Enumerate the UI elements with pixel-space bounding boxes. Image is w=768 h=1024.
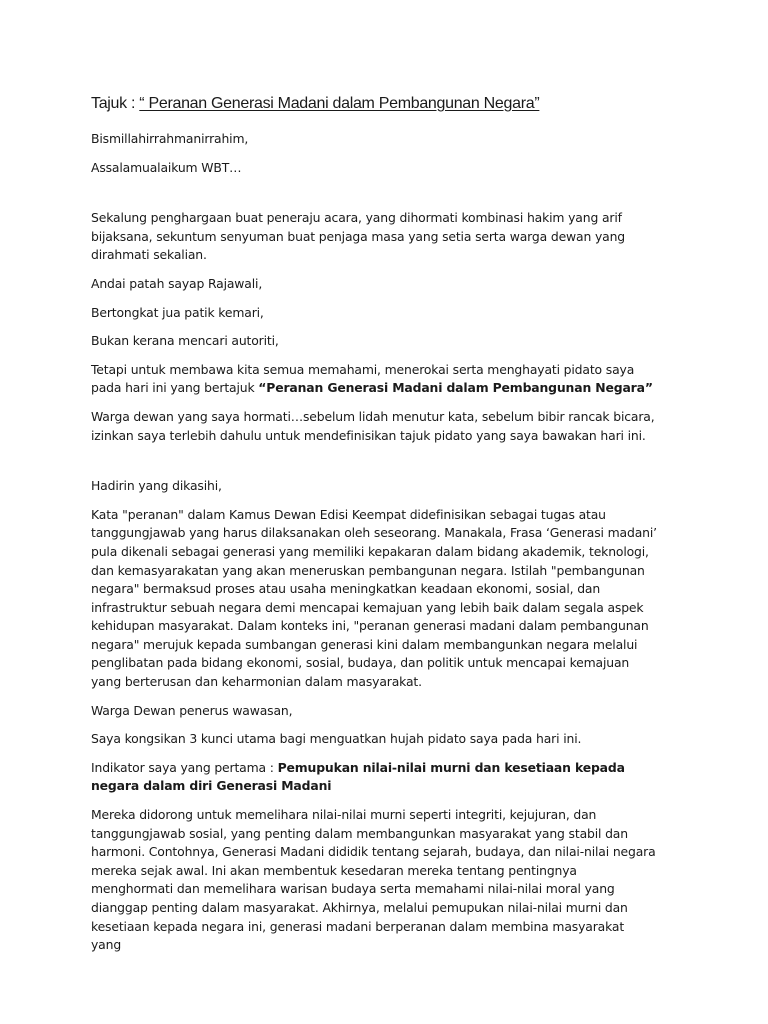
document-title	[91, 94, 657, 114]
indicator-bold: Pemupukan nilai-nilai murni dan kesetiaan kepada negara dalam diri Generasi Madani	[91, 759, 625, 794]
indicator-label: Indikator saya yang pertama :	[91, 759, 278, 775]
paragraph-define: Warga dewan yang saya hormati…sebelum lidah menutur kata, sebelum bibir rancak bicara, izinkan saya terlebih dahulu untuk mendefinisikan tajuk pidato yang saya bawakan hari ini.	[91, 408, 655, 443]
paragraph-honor: Sekalung penghargaan buat peneraju acara, yang dihormati kombinasi hakim yang arif bijaksana, sekuntum senyuman buat penjaga masa yang setia serta warga dewan yang dirahmati sekalian.	[91, 210, 625, 263]
greeting-bismillah: Bismillahirrahmanirrahim,	[91, 131, 249, 146]
paragraph-definition: Kata "peranan" dalam Kamus Dewan Edisi Keempat didefinisikan sebagai tugas atau tanggungjawab yang harus dilaksanakan oleh seseorang. Manakala, Frasa ‘Generasi madani’ pula dikenali sebagai generasi yang memiliki kepakaran dalam bidang akademik, teknologi, dan kemasyarakatan yang akan meneruskan pembangunan negara. Istilah "pembangunan negara" bermaksud proses atau usaha meningkatkan keadaan ekonomi, sosial, dan infrastruktur sebuah negara demi mencapai kemajuan yang lebih baik dalam segala aspek kehidupan masyarakat. Dalam konteks ini, "peranan generasi madani dalam pembangunan negara" merujuk kepada sumbangan generasi kini dalam membangunkan negara melalui penglibatan pada bidang ekonomi, sosial, budaya, dan politik untuk mencapai kemajuan yang berterusan dan keharmonian dalam masyarakat.	[91, 506, 657, 690]
intro-title-bold: “Peranan Generasi Madani dalam Pembangunan Negara”	[258, 380, 653, 396]
document-page	[91, 94, 657, 965]
poem-line-1: Andai patah sayap Rajawali,	[91, 275, 263, 291]
intro-text: Tetapi untuk membawa kita semua memahami, menerokai serta menghayati pidato saya pada hari ini yang bertajuk	[91, 361, 635, 396]
address-warga-dewan: Warga Dewan penerus wawasan,	[91, 702, 293, 718]
paragraph-keys: Saya kongsikan 3 kunci utama bagi menguatkan hujah pidato saya pada hari ini.	[91, 731, 582, 747]
greeting-salam: Assalamualaikum WBT…	[91, 159, 242, 175]
address-hadirin: Hadirin yang dikasihi,	[91, 478, 222, 494]
paragraph-indicator	[91, 759, 657, 796]
poem-line-3: Bukan kerana mencari autoriti,	[91, 333, 279, 349]
title-prefix: Tajuk :	[91, 95, 140, 112]
poem-line-2: Bertongkat jua patik kemari,	[91, 304, 264, 320]
paragraph-values: Mereka didorong untuk memelihara nilai-nilai murni seperti integriti, kejujuran, dan tanggungjawab sosial, yang penting dalam membangunkan masyarakat yang stabil dan harmoni. Contohnya, Generasi Madani dididik tentang sejarah, budaya, dan nilai-nilai negara mereka sejak awal. Ini akan membentuk kesedaran mereka tentang pentingnya menghormati dan memelihara warisan budaya serta memahami nilai-nilai moral yang dianggap penting dalam masyarakat. Akhirnya, melalui pemupukan nilai-nilai murni dan kesetiaan kepada negara ini, generasi madani berperanan dalam membina masyarakat yang	[91, 807, 656, 953]
title-text: “ Peranan Generasi Madani dalam Pembangunan Negara”	[139, 95, 540, 112]
paragraph-intro	[91, 361, 657, 398]
